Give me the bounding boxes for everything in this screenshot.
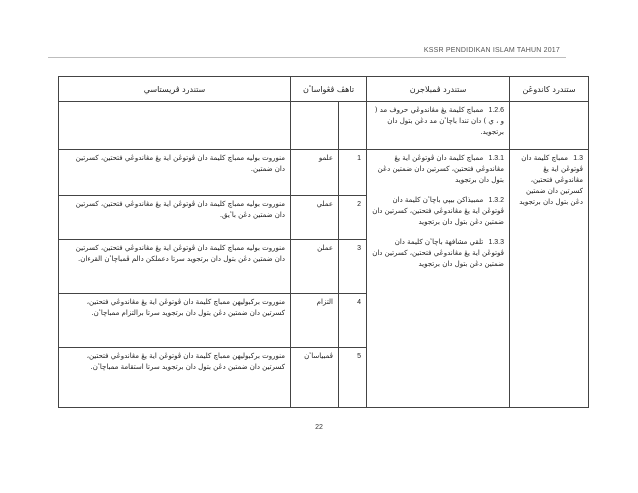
level-tahap: علمو <box>291 150 339 196</box>
pembelajaran-item <box>372 195 504 228</box>
level-prestasi: منوروت بوليه ممباچ کليمة دان ڤوتوڠن اية يڠ مڠاندوڠي فتحتين، کسرتين دان ضمتين دڠن بتول دان برتجويد سرتا دعملکن دالم ڤمباچاٴن القرءان. <box>59 240 291 294</box>
level-prestasi: منوروت بوليه ممباچ کليمة دان ڤوتوڠن اية يڠ مڠاندوڠي فتحتين، کسرتين دان ضمتين. <box>59 150 291 196</box>
header-kandungan: ستندرد کاندوڠن <box>510 77 589 102</box>
pembelajaran-code: 1.3.1 <box>488 155 505 162</box>
standards-table <box>58 76 589 408</box>
page-number: 22 <box>315 424 323 431</box>
intro-kandungan-cell <box>510 102 589 150</box>
table-header-row <box>59 77 589 102</box>
level-prestasi: منوروت بوليه ممباچ کليمة دان ڤوتوڠن اية يڠ مڠاندوڠي فتحتين، کسرتين دان ضمتين دڠن باٴيق. <box>59 196 291 240</box>
level-number: 2 <box>339 196 367 240</box>
intro-pembelajaran-cell <box>367 102 510 150</box>
header-tahap: تاهڤ ڤڠواساٴن <box>291 77 367 102</box>
level-row <box>59 150 589 196</box>
pembelajaran-code: 1.3.2 <box>488 197 505 204</box>
pembelajaran-text: تلقي مشافهة باچاٴن کليمة دان ڤوتوڠن اية يڠ مڠاندوڠي فتحتين، کسرتين دان ضمتين دڠن بتول دان برتجويد <box>372 238 505 268</box>
intro-prestasi-cell <box>59 102 291 150</box>
kandungan-code: 1.3 <box>573 155 584 162</box>
intro-pembelajaran-code: 1.2.6 <box>488 107 505 114</box>
intro-num-cell <box>339 102 367 150</box>
header-prestasi: ستندرد ڤريستاسي <box>59 77 291 102</box>
level-tahap: عملن <box>291 240 339 294</box>
pembelajaran-cell <box>367 150 510 408</box>
level-number: 3 <box>339 240 367 294</box>
kandungan-cell <box>510 150 589 408</box>
pembelajaran-text: ممبيذاکن بيڽي باچاٴن کليمة دان ڤوتوڠن اية يڠ مڠاندوڠي فتحتين، کسرتين دان ضمتين دڠن بتول دان برتجويد <box>372 196 505 226</box>
intro-tahap-cell <box>291 102 339 150</box>
kandungan-text: ممباچ کليمة دان ڤوتوڠن اية يڠ مڠاندوڠي فتحتين، کسرتين دان ضمتين دڠن بتول دان برتجويد <box>519 154 584 206</box>
level-tahap: التزام <box>291 294 339 348</box>
level-tahap: عملي <box>291 196 339 240</box>
pembelajaran-item <box>372 237 504 270</box>
level-number: 1 <box>339 150 367 196</box>
pembelajaran-text: ممباچ کليمة دان ڤوتوڠن اية يڠ مڠاندوڠي فتحتين، کسرتين دان ضمتين دڠن بتول دان برتجويد <box>377 154 505 184</box>
intro-row <box>59 102 589 150</box>
level-number: 5 <box>339 348 367 408</box>
header-pembelajaran: ستندرد ڤمبلاجرن <box>367 77 510 102</box>
header-rule <box>48 57 566 58</box>
intro-pembelajaran-text: ممباچ کليمة يڠ مڠاندوڠي حروف مد ( و ، ي ) دان تندا باچاٴن مد دڠن بتول دان برتجويد. <box>374 106 505 136</box>
level-number: 4 <box>339 294 367 348</box>
level-prestasi: منوروت برکبوليهن ممباچ کليمة دان ڤوتوڠن اية يڠ مڠاندوڠي فتحتين، کسرتين دان ضمتين دڠن بتول دان برتجويد سرتا برالتزام ممباچاٴن. <box>59 294 291 348</box>
document-header: KSSR PENDIDIKAN ISLAM TAHUN 2017 <box>423 47 560 54</box>
level-prestasi: منوروت برکبوليهن ممباچ کليمة دان ڤوتوڠن اية يڠ مڠاندوڠي فتحتين، کسرتين دان ضمتين دڠن بتول دان برتجويد سرتا استقامة ممباچاٴن. <box>59 348 291 408</box>
pembelajaran-item <box>372 153 504 186</box>
level-tahap: ڤمبياساٴن <box>291 348 339 408</box>
pembelajaran-code: 1.3.3 <box>488 239 505 246</box>
